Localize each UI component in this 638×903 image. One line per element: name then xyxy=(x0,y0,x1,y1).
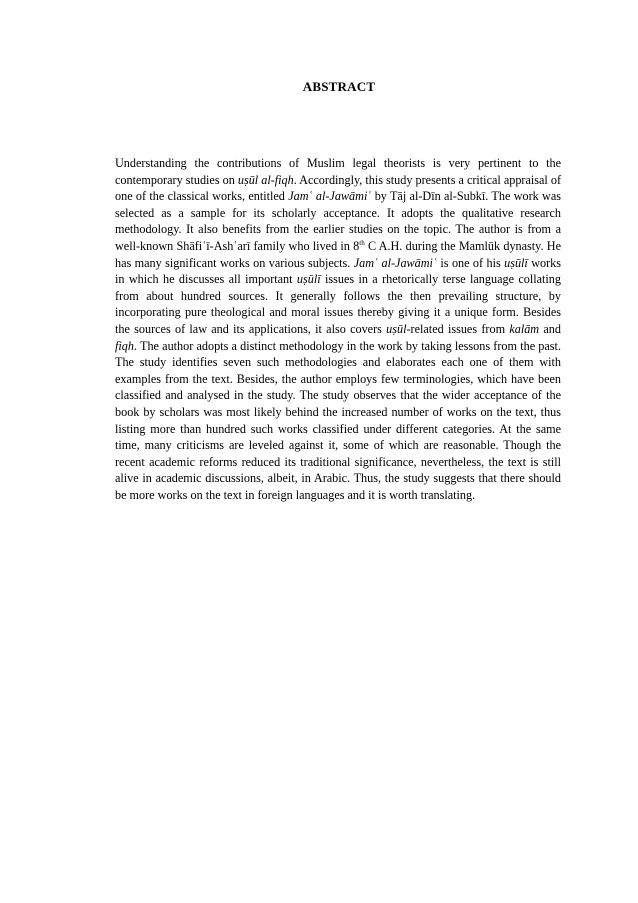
text-run: . Accordingly, this study presents a critical appraisal of one of the classical works, entitled xyxy=(115,172,562,204)
text-run: and xyxy=(539,321,561,336)
italic-term: Jamʿ al-Jawāmiʿ xyxy=(353,255,438,270)
abstract-paragraph xyxy=(115,155,561,503)
text-run: -related issues from xyxy=(406,321,510,336)
italic-term: uṣūl al-fiqh xyxy=(237,172,294,187)
italic-term: uṣūlī xyxy=(504,255,528,270)
italic-term: kalām xyxy=(509,321,540,336)
italic-term: fiqh xyxy=(115,338,134,353)
italic-term: uṣūl xyxy=(386,321,407,336)
text-run: issues in a rhetorically terse language collating from about hundred sources. It generally follows the then prevailing structure, by incorporating pure theological and moral issues thereby giving it a unique form. Besides the sources of law and its applications, it also covers xyxy=(115,272,561,336)
text-run: works in which he discusses all important xyxy=(115,255,562,287)
text-run: Understanding the contributions of Muslim legal theorists is very pertinent to the contemporary studies on xyxy=(115,156,561,187)
ordinal-superscript: th xyxy=(359,238,365,247)
italic-term: uṣūlī xyxy=(296,272,321,287)
italic-term: Jamʿ al-Jawāmiʿ xyxy=(288,189,372,204)
text-run: by Tāj al-Dīn al-Subkī. The work was selected as a sample for its scholarly acceptance. It adopts the qualitative research methodology. It also benefits from the earlier studies on the topic. The author is from a well-known Shāfiʿī-Ashʿarī family who lived in 8 xyxy=(115,189,562,253)
text-run: C A.H. during the Mamlūk dynasty. He has many significant works on various subjects. xyxy=(115,238,561,270)
text-run: . The author adopts a distinct methodology in the work by taking lessons from the past. The study identifies seven such methodologies and elaborates each one of them with examples from the text. Besides, the author employs few terminologies, which have been classified and analysed in the study. The study observes that the wider acceptance of the book by scholars was most likely behind the increased number of works on the text, thus listing more than hundred such works classified under different categories. At the same time, many criticisms are leveled against it, some of which are reasonable. Though the recent academic reforms reduced its traditional significance, nevertheless, the text is still alive in academic discussions, albeit, in Arabic. Thus, the study suggests that there should be more works on the text in foreign languages and it is worth translating. xyxy=(115,338,561,502)
abstract-title: ABSTRACT xyxy=(302,79,376,94)
text-run: is one of his xyxy=(437,255,505,270)
